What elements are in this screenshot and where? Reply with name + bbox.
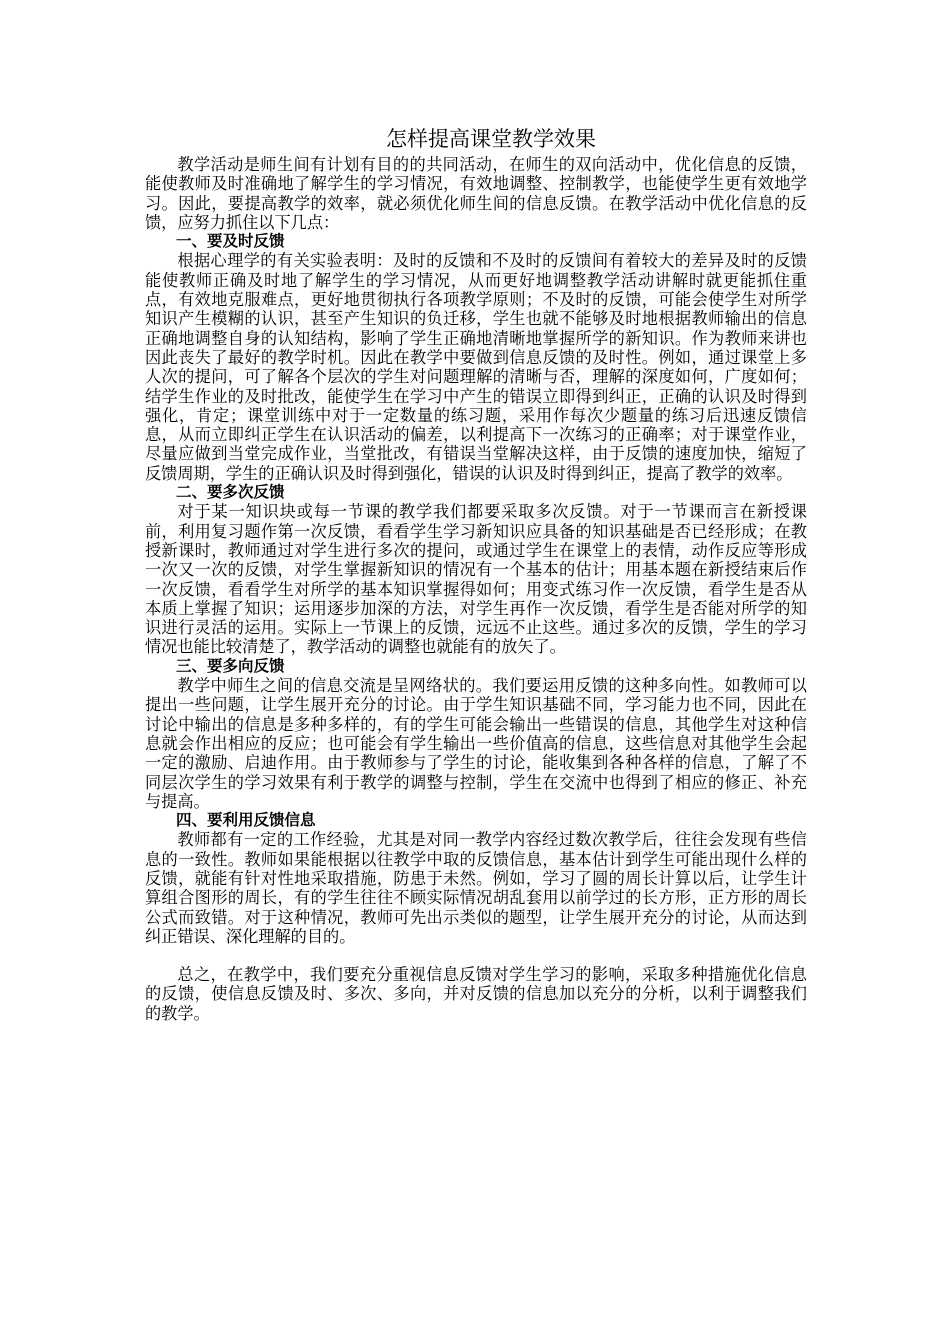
section-4-body: 教师都有一定的工作经验，尤其是对同一教学内容经过数次教学后，往往会发现有些信息的一致性。教师如果能根据以往教学中取的反馈信息，基本估计到学生可能出现什么样的反馈，就能有针对性地采取措施，防患于未然。例如，学习了圆的周长计算以后，让学生计算组合图形的周长，有的学生往往不顾实际情况胡乱套用以前学过的长方形，正方形的周长公式而致错。对于这种情况，教师可先出示类似的题型，让学生展开充分的讨论，从而达到纠正错误、深化理解的目的。 [145,830,807,946]
intro-paragraph: 教学活动是师生间有计划有目的的共同活动，在师生的双向活动中，优化信息的反馈，能使教师及时准确地了解学生的学习情况，有效地调整、控制教学，也能使学生更有效地学习。因此，要提高教学的效率，就必须优化师生间的信息反馈。在教学活动中优化信息的反馈，应努力抓住以下几点： [145,155,807,232]
section-1-body: 根据心理学的有关实验表明：及时的反馈和不及时的反馈间有着较大的差异及时的反馈能使教师正确及时地了解学生的学习情况，从而更好地调整教学活动讲解时就更能抓住重点，有效地克服难点，更好地贯彻执行各项教学原则；不及时的反馈，可能会使学生对所学知识产生模糊的认识，甚至产生知识的负迁移，学生也就不能够及时地根据教师输出的信息正确地调整自身的认知结构，影响了学生正确地清晰地掌握所学的新知识。作为教师来讲也因此丧失了最好的教学时机。因此在教学中要做到信息反馈的及时性。例如，通过课堂上多人次的提问，可了解各个层次的学生对问题理解的清晰与否，理解的深度如何，广度如何；结学生作业的及时批改，能使学生在学习中产生的错误立即得到纠正，正确的认识及时得到强化，肯定；课堂训练中对于一定数量的练习题，采用作每次少题量的练习后迅速反馈信息，从而立即纠正学生在认识活动的偏差，以利提高下一次练习的正确率；对于课堂作业，尽量应做到当堂完成作业，当堂批改，有错误当堂解决这样，由于反馈的速度加快，缩短了反馈周期，学生的正确认识及时得到强化，错误的认识及时得到纠正，提高了教学的效率。 [145,251,807,483]
document-title: 怎样提高课堂教学效果 [386,127,596,151]
section-2-heading: 二、要多次反馈 [176,483,285,502]
document-page [145,125,807,1023]
section-1-heading: 一、要及时反馈 [176,232,285,251]
conclusion-paragraph: 总之，在教学中，我们要充分重视信息反馈对学生学习的影响，采取多种措施优化信息的反馈，使信息反馈及时、多次、多向，并对反馈的信息加以充分的分析，以利于调整我们的教学。 [145,965,807,1023]
section-3-body: 教学中师生之间的信息交流是呈网络状的。我们要运用反馈的这种多向性。如教师可以提出一些问题，让学生展开充分的讨论。由于学生知识基础不同，学习能力也不同，因此在讨论中输出的信息是多种多样的，有的学生可能会输出一些错误的信息，其他学生对这种信息就会作出相应的反应；也可能会有学生输出一些价值高的信息，这些信息对其他学生会起一定的激励、启迪作用。由于教师参与了学生的讨论，能收集到各种各样的信息，了解了不同层次学生的学习效果有利于教学的调整与控制，学生在交流中也得到了相应的修正、补充与提高。 [145,676,807,811]
section-2-body: 对于某一知识块或每一节课的教学我们都要采取多次反馈。对于一节课而言在新授课前，利用复习题作第一次反馈，看看学生学习新知识应具备的知识基础是否已经形成；在教授新课时，教师通过对学生进行多次的提问，或通过学生在课堂上的表情，动作反应等形成一次又一次的反馈，对学生掌握新知识的情况有一个基本的估计；用基本题在新授结束后作一次反馈，看看学生对所学的基本知识掌握得如何；用变式练习作一次反馈，看学生是否从本质上掌握了知识；运用逐步加深的方法，对学生再作一次反馈，看学生是否能对所学的知识进行灵活的运用。实际上一节课上的反馈，远远不止这些。通过多次的反馈，学生的学习情况也能比较清楚了，教学活动的调整也就能有的放矢了。 [145,502,807,657]
section-4-heading: 四、要利用反馈信息 [176,811,316,830]
section-3-heading: 三、要多向反馈 [176,656,285,675]
paragraph-spacer [145,946,807,965]
